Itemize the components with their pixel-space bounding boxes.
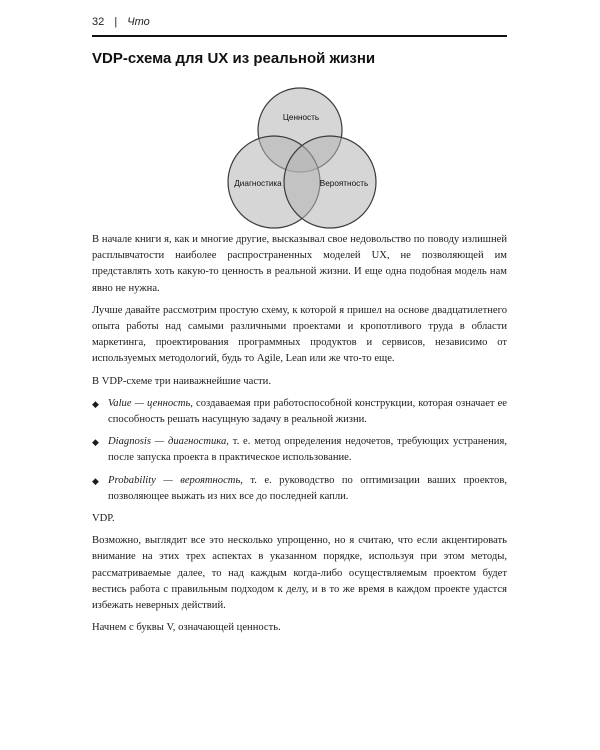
running-title: Что [127, 16, 150, 28]
circle-label-value: Ценность [282, 113, 320, 122]
header-rule [92, 35, 507, 37]
paragraph: В начале книги я, как и многие другие, высказывал свое недовольство по поводу излишней расплывчатости наиболее распространенных моделей UX, не позволяющей им представлять хоть какую-то ценность в реальной жизни. И еще одна подобная модель нам явно не нужна. [92, 234, 507, 294]
page-number: 32 [92, 16, 105, 28]
bullet-term: Value — ценность, [108, 397, 193, 409]
bullet-term: Probability — вероятность, [108, 474, 243, 486]
bullet-term: Diagnosis — диагностика, [108, 436, 229, 448]
paragraph: VDP. [92, 513, 115, 525]
bullet-text: создаваемая при работоспособной конструкции, которая означает ее способность решать насущную задачу в реальной жизни. [108, 397, 507, 426]
page-header [92, 16, 506, 28]
circle-label-diagnosis: Диагностика [234, 179, 282, 188]
diamond-bullet-icon: ◆ [92, 437, 99, 448]
paragraph: Лучше давайте рассмотрим простую схему, к которой я пришел на основе двадцатилетнего опыта работы над самыми различными проектами и кропотливого труда в области маркетинга, проектирования программных продуктов и сервисов, независимо от используемых методологий, будь то Agile, Lean или же что-то еще. [92, 304, 507, 365]
diamond-bullet-icon: ◆ [92, 398, 99, 409]
bullet-text: т. е. метод определения недочетов, требующих устранения, после запуска проекта в практическое использование. [108, 436, 507, 464]
list-item [92, 396, 507, 428]
paragraph: В VDP-схеме три наиважнейшие части. [92, 375, 271, 387]
list-item [92, 473, 507, 505]
body-text [92, 232, 507, 642]
list-item [92, 434, 507, 466]
paragraph: Начнем с буквы V, означающей ценность. [92, 622, 281, 634]
bullet-text: т. е. руководство по оптимизации ваших проектов, позволяющее выжать из них все до последней капли. [108, 474, 507, 502]
header-separator: | [114, 16, 118, 28]
diamond-bullet-icon: ◆ [92, 475, 99, 486]
section-title: VDP-схема для UX из реальной жизни [92, 50, 376, 67]
vdp-venn-diagram [200, 72, 400, 242]
paragraph: Возможно, выглядит все это несколько упрощенно, но я считаю, что если акцентировать внимание на этих трех аспектах в указанном порядке, используя при этом методы, рассматриваемые далее, то над каждым когда-либо осуществляемым проектом будет вестись работа с правильным подходом к делу, и в то же время в каждом проекте удастся избежать неверных действий. [92, 535, 507, 612]
circle-label-probability: Вероятность [319, 179, 369, 188]
